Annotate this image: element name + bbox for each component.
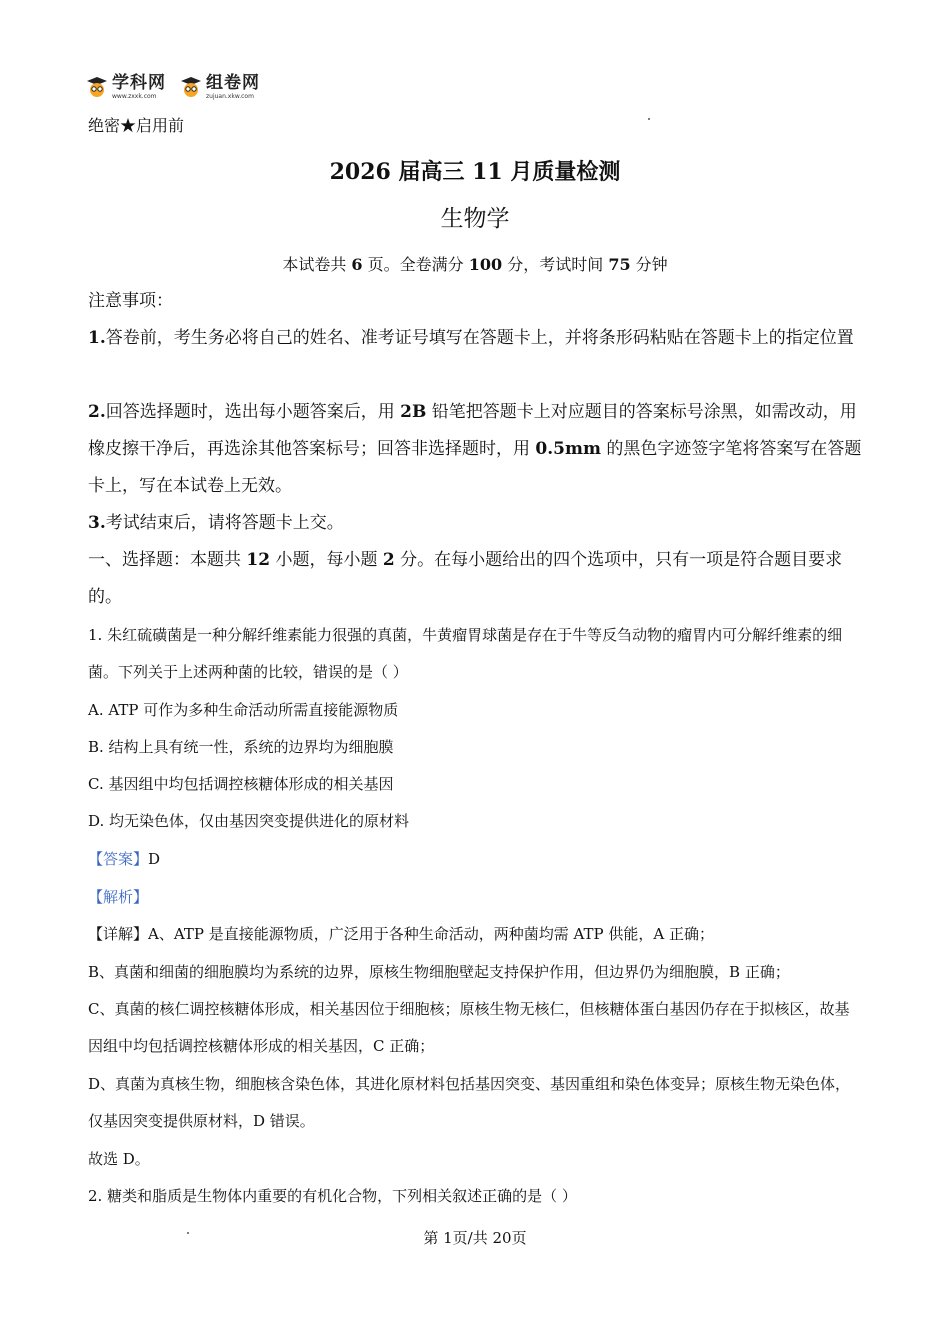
section-heading: 一、选择题：本题共 12 小题，每小题 2 分。在每小题给出的四个选项中，只有一项是符合题目要求的。 [88, 550, 843, 607]
q1-detail-c: C、真菌的核仁调控核糖体形成，相关基因位于细胞核；原核生物无核仁，但核糖体蛋白基因仍存在于拟核区，故基因组中均包括调控核糖体形成的相关基因，C 正确； [88, 1000, 850, 1055]
logo-xueke[interactable] [86, 72, 166, 100]
header-logos [86, 70, 260, 104]
notice-heading: 注意事项： [88, 291, 173, 311]
notice-item-3: 3.考试结束后，请将答题卡上交。 [88, 513, 344, 533]
notice-item-2: 2.回答选择题时，选出每小题答案后，用 2B 铅笔把答题卡上对应题目的答案标号涂黑，如需改动，用橡皮擦干净后，再选涂其他答案标号；回答非选择题时，用 0.5mm 的黑色字迹签字笔将答案写在答题卡上，写在本试卷上无效。 [88, 402, 862, 496]
logo-zujuan[interactable] [180, 72, 260, 100]
q1-detail-a: 【详解】A、ATP 是直接能源物质，广泛用于各种生命活动，两种菌均需 ATP 供能，A 正确； [88, 925, 714, 943]
q1-detail-b: B、真菌和细菌的细胞膜均为系统的边界，原核生物细胞壁起支持保护作用，但边界仍为细胞膜，B 正确； [88, 963, 790, 981]
q1-option-a: A. ATP 可作为多种生命活动所需直接能源物质 [88, 701, 399, 719]
logo2-name: 组卷网 [206, 72, 260, 93]
notice-item-1: 1.答卷前，考生务必将自己的姓名、准考证号填写在答题卡上，并将条形码粘贴在答题卡上的指定位置 [88, 328, 854, 348]
exam-title: 2026 届高三 11 月质量检测 [329, 159, 621, 185]
q1-option-b: B. 结构上具有统一性，系统的边界均为细胞膜 [88, 738, 394, 756]
exam-info: 本试卷共 6 页。全卷满分 100 分，考试时间 75 分钟 [282, 255, 668, 274]
logo2-url: zujuan.xkw.com [206, 92, 254, 100]
q1-option-c: C. 基因组中均包括调控核糖体形成的相关基因 [88, 775, 394, 793]
graduate-owl-icon [86, 76, 108, 98]
secret-mark: 绝密★启用前 [88, 116, 185, 135]
q1-conclusion: 故选 D。 [88, 1150, 150, 1168]
q1-option-d: D. 均无染色体，仅由基因突变提供进化的原材料 [88, 812, 410, 830]
q1-stem: 1. 朱红硫磺菌是一种分解纤维素能力很强的真菌，牛黄瘤胃球菌是存在于牛等反刍动物的瘤胃内可分解纤维素的细菌。下列关于上述两种菌的比较，错误的是（ ） [88, 626, 843, 681]
q1-detail-d: D、真菌为真核生物，细胞核含染色体，其进化原材料包括基因突变、基因重组和染色体变异；原核生物无染色体，仅基因突变提供原材料，D 错误。 [88, 1075, 851, 1130]
logo1-name: 学科网 [112, 72, 166, 93]
exam-subject: 生物学 [440, 206, 510, 232]
graduate-owl-icon [180, 76, 202, 98]
stray-dot [648, 118, 650, 120]
logo1-url: www.zxxk.com [112, 92, 157, 100]
page-number: 第 1页/共 20页 [423, 1229, 527, 1247]
q2-stem: 2. 糖类和脂质是生物体内重要的有机化合物，下列相关叙述正确的是（ ） [88, 1187, 577, 1205]
q1-answer: 【答案】D [88, 850, 161, 868]
q1-analysis-label: 【解析】 [88, 888, 149, 906]
